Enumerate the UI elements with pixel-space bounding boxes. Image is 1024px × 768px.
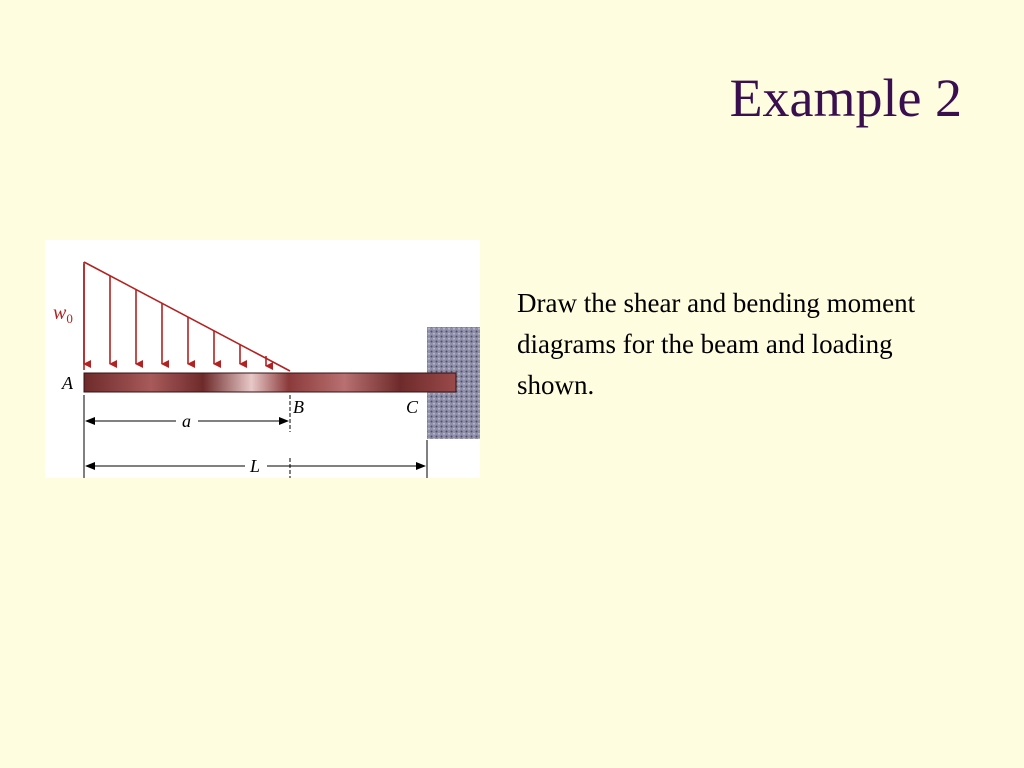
dimension-l xyxy=(85,456,426,476)
point-a-label: A xyxy=(62,373,73,393)
slide-title: Example 2 xyxy=(729,68,962,128)
problem-statement: Draw the shear and bending moment diagrams for the beam and loading shown. xyxy=(517,288,916,400)
beam xyxy=(84,373,456,392)
load-label: $w_0$ xyxy=(53,302,73,326)
load-sloped-edge xyxy=(84,262,290,371)
point-c-label: C xyxy=(406,397,419,417)
distributed-load xyxy=(84,262,290,371)
dimension-a-label: a xyxy=(182,411,191,431)
dimension-a xyxy=(85,411,289,431)
point-b-label: B xyxy=(293,397,304,417)
dimension-l-label: L xyxy=(250,456,261,476)
beam-diagram xyxy=(45,240,480,478)
beam-figure xyxy=(45,240,480,478)
